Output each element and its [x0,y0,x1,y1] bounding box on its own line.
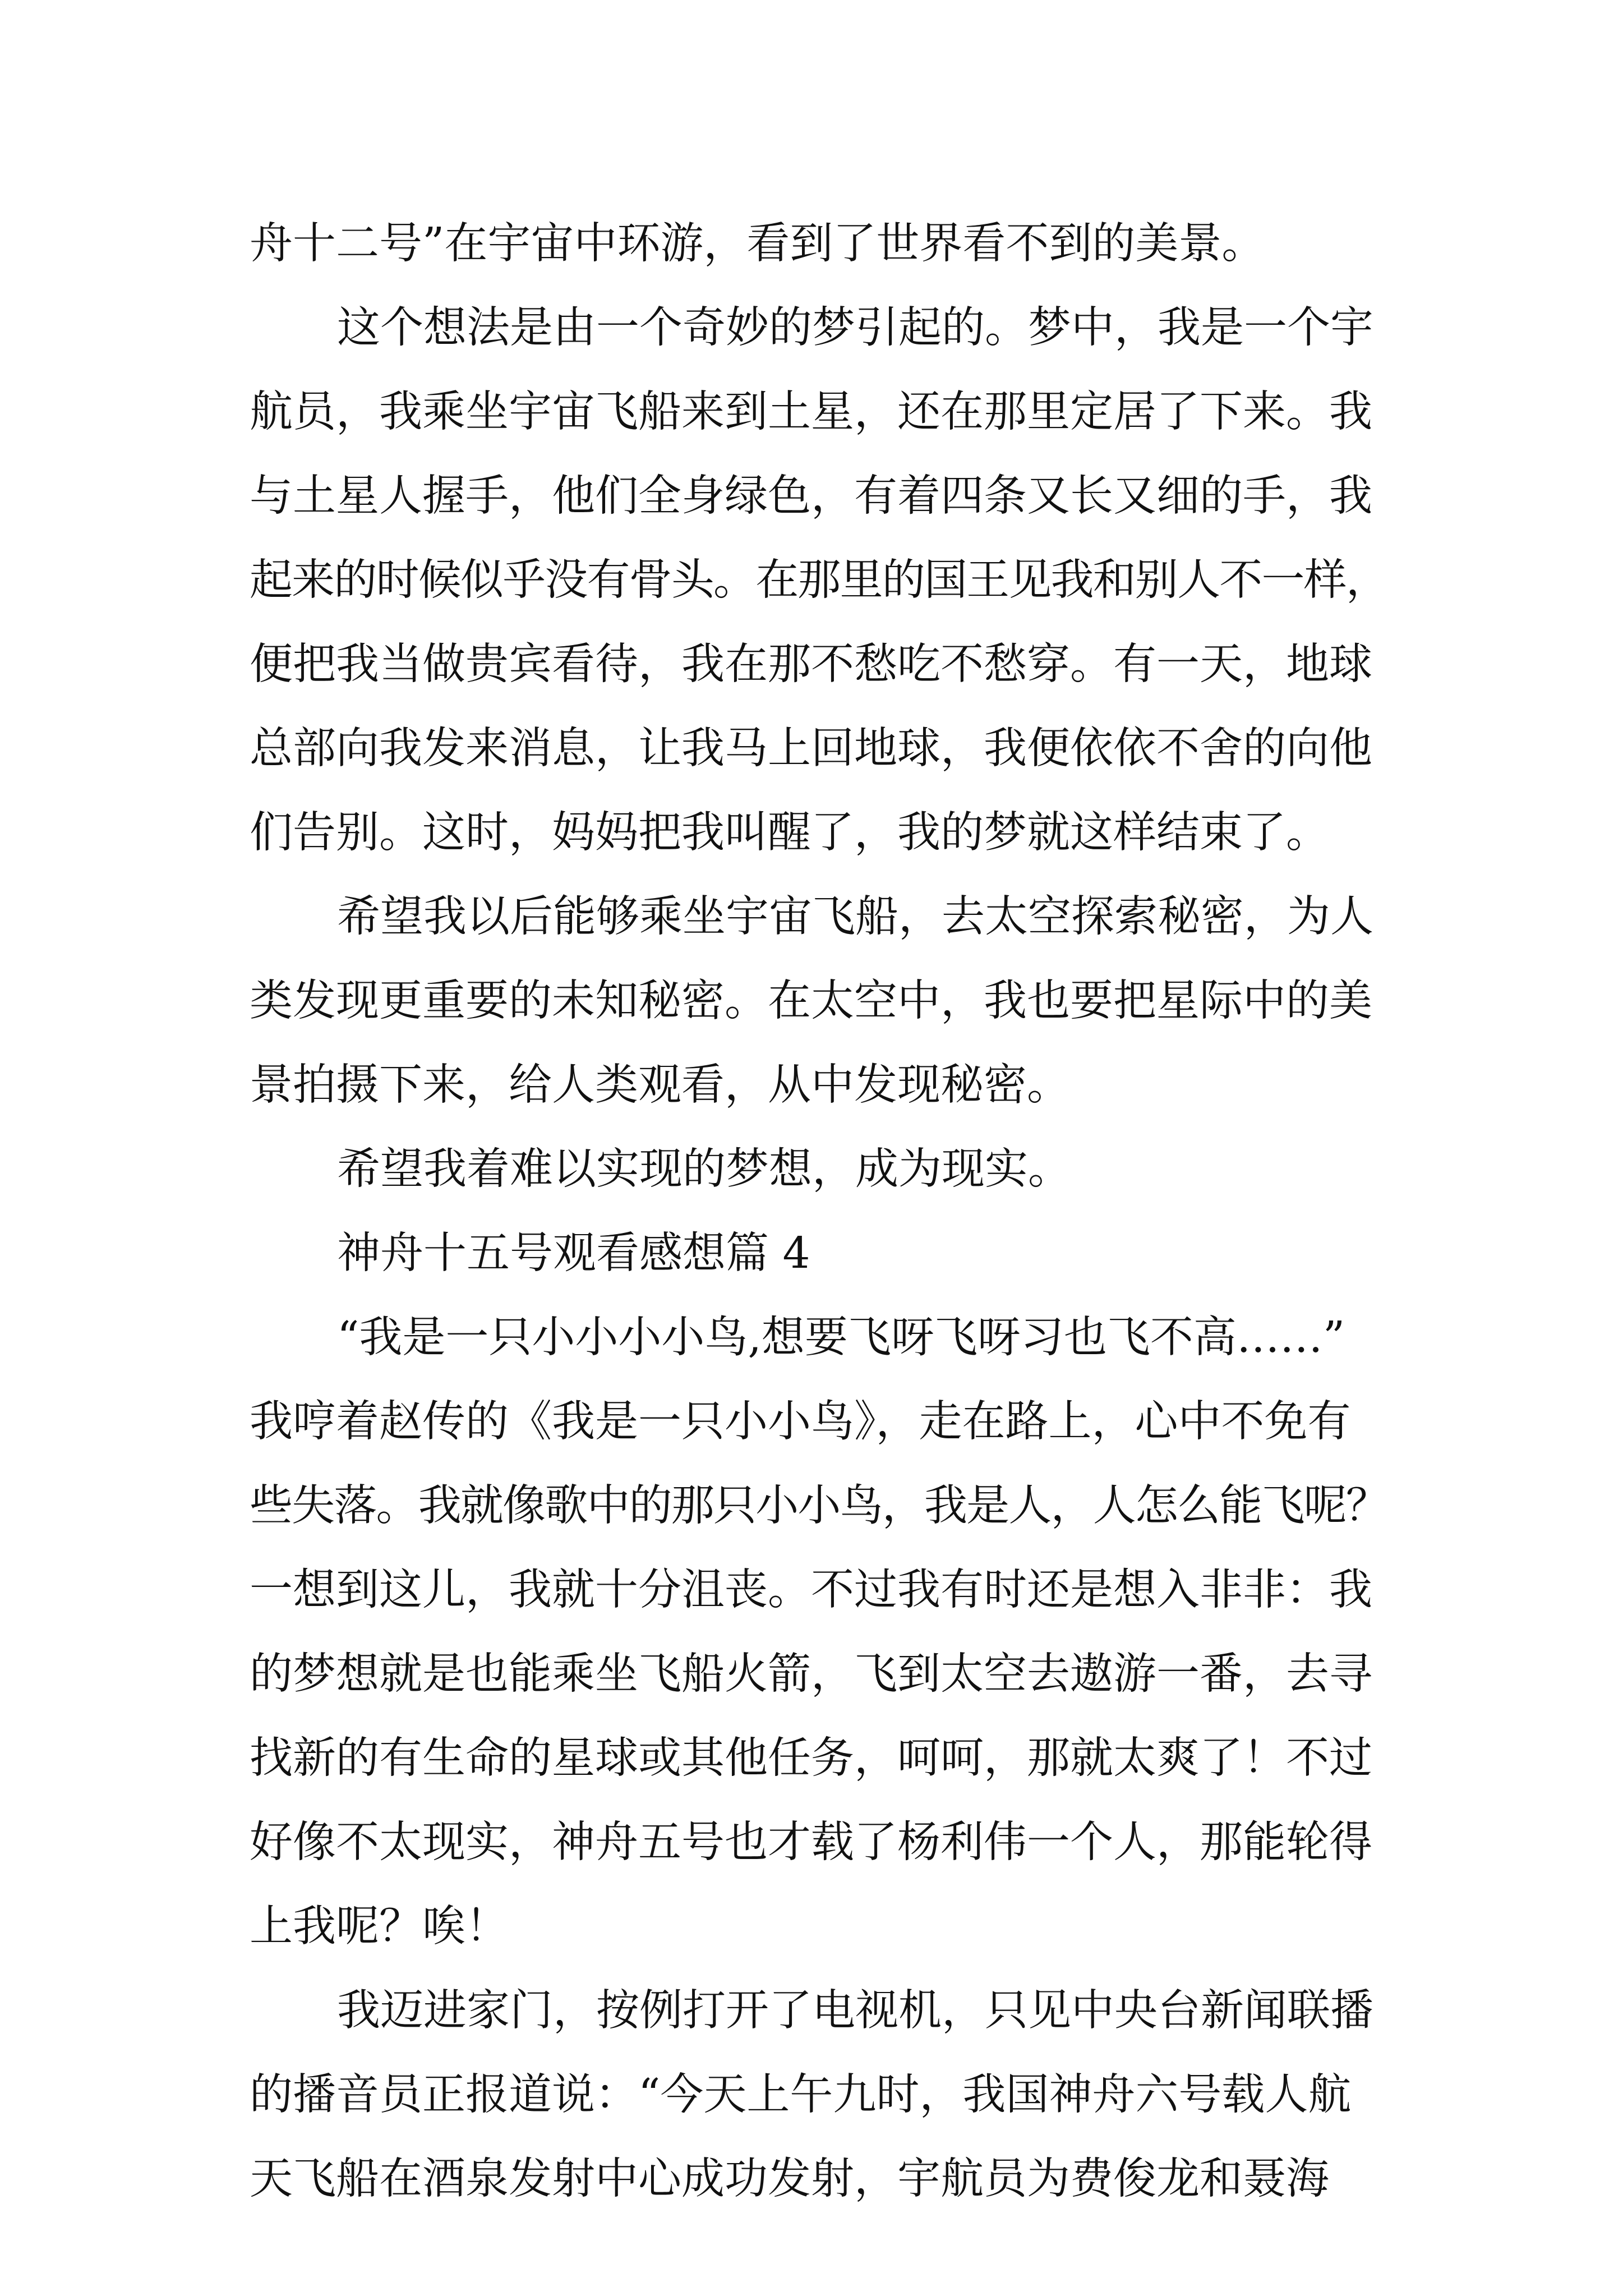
text-line: “我是一只小小小小鸟,想要飞呀飞呀习也飞不高……” [337,1313,1345,1363]
text-line: 舟十二号”在宇宙中环游，看到了世界看不到的美景。 [250,219,1265,269]
text-line: 好像不太现实，神舟五号也才载了杨利伟一个人，那能轮得 [250,1818,1372,1867]
text-line: 的播音员正报道说：“今天上午九时，我国神舟六号载人航 [250,2070,1352,2120]
text-line: 与土星人握手，他们全身绿色，有着四条又长又细的手，我 [250,471,1372,521]
text-line: 总部向我发来消息，让我马上回地球，我便依依不舍的向他 [250,724,1372,774]
text-line: 起来的时候似乎没有骨头。在那里的国王见我和别人不一样， [250,555,1388,605]
document-body [250,202,1388,2221]
text-line: 我迈进家门，按例打开了电视机，只见中央台新闻联播 [337,1986,1373,2036]
text-line: 我哼着赵传的《我是一只小小鸟》，走在路上，心中不免有 [250,1397,1351,1447]
text-line: 些失落。我就像歌中的那只小小鸟，我是人，人怎么能飞呢？ [250,1481,1388,1531]
text-line: 的梦想就是也能乘坐飞船火箭，飞到太空去遨游一番，去寻 [250,1649,1372,1699]
text-line: 景拍摄下来，给人类观看，从中发现秘密。 [250,1060,1070,1110]
text-line: 类发现更重要的未知秘密。在太空中，我也要把星际中的美 [250,976,1372,1026]
text-line: 航员，我乘坐宇宙飞船来到土星，还在那里定居了下来。我 [250,387,1372,437]
text-line: 们告别。这时，妈妈把我叫醒了，我的梦就这样结束了。 [250,808,1329,858]
text-line: 天飞船在酒泉发射中心成功发射，宇航员为费俊龙和聂海 [250,2154,1329,2204]
text-line: 找新的有生命的星球或其他任务，呵呵，那就太爽了！不过 [250,1733,1372,1783]
text-line: 希望我着难以实现的梦想，成为现实。 [337,1144,1071,1194]
text-line: 一想到这儿，我就十分沮丧。不过我有时还是想入非非：我 [250,1565,1372,1615]
text-line: 便把我当做贵宾看待，我在那不愁吃不愁穿。有一天，地球 [250,639,1372,689]
text-line: 这个想法是由一个奇妙的梦引起的。梦中，我是一个宇 [337,303,1373,353]
text-line: 神舟十五号观看感想篇 4 [337,1228,810,1278]
text-line: 希望我以后能够乘坐宇宙飞船，去太空探索秘密，为人 [337,892,1373,942]
text-line: 上我呢？唉！ [250,1902,509,1952]
